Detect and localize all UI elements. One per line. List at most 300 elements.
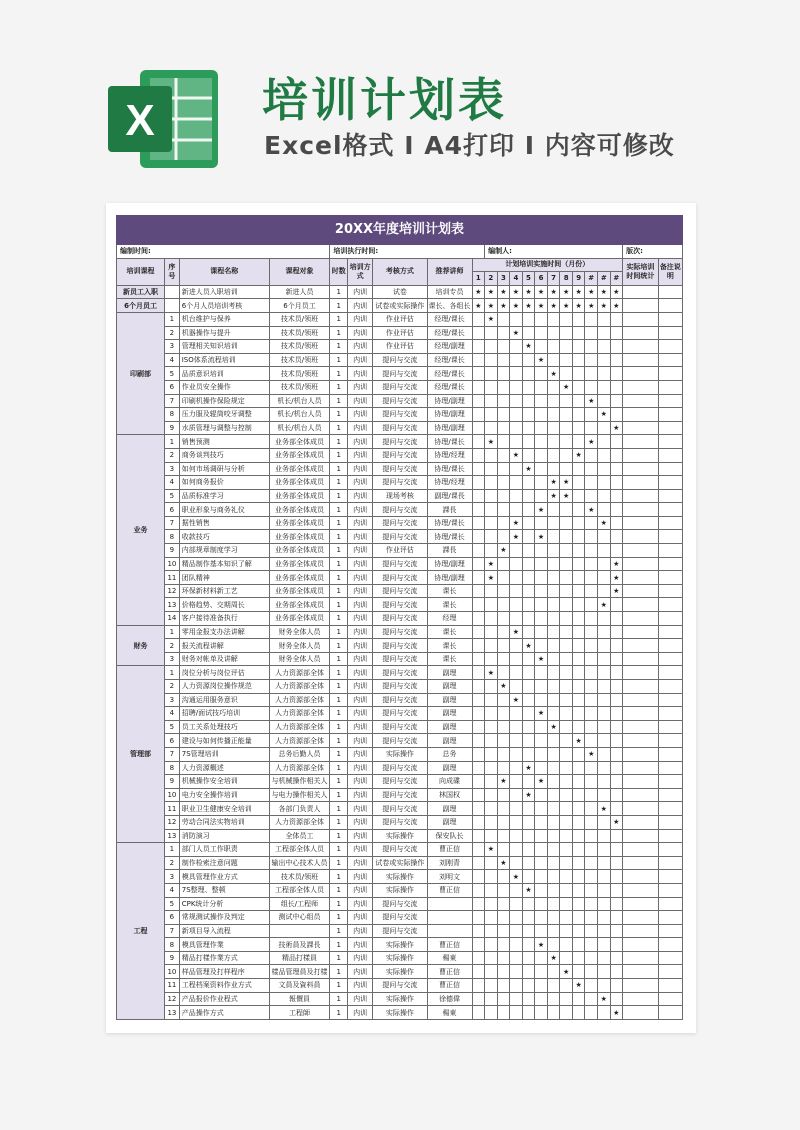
remark-cell bbox=[658, 924, 682, 938]
month-cell bbox=[585, 448, 598, 462]
month-cell bbox=[510, 408, 523, 422]
month-cell: ★ bbox=[610, 1006, 623, 1020]
month-cell: ★ bbox=[560, 965, 573, 979]
month-cell bbox=[472, 625, 485, 639]
month-cell bbox=[510, 557, 523, 571]
month-cell bbox=[485, 367, 498, 381]
month-cell bbox=[547, 435, 560, 449]
month-cell bbox=[485, 489, 498, 503]
table-row bbox=[117, 448, 683, 462]
trainer-cell: 经理/课长 bbox=[427, 312, 472, 326]
table-row bbox=[117, 680, 683, 694]
actual-cell bbox=[623, 707, 659, 721]
actual-cell bbox=[623, 843, 659, 857]
remark-cell bbox=[658, 992, 682, 1006]
remark-cell bbox=[658, 612, 682, 626]
month-cell bbox=[572, 815, 585, 829]
target-cell: 全体员工 bbox=[269, 829, 330, 843]
month-cell bbox=[485, 829, 498, 843]
hours-cell: 1 bbox=[330, 911, 348, 925]
month-cell bbox=[560, 734, 573, 748]
method-cell: 内训 bbox=[348, 761, 373, 775]
seq-cell: 5 bbox=[165, 720, 180, 734]
month-cell: ★ bbox=[610, 571, 623, 585]
actual-cell bbox=[623, 489, 659, 503]
seq-cell: 9 bbox=[165, 951, 180, 965]
exam-cell: 实际操作 bbox=[373, 747, 427, 761]
month-cell bbox=[585, 720, 598, 734]
target-cell: 财务全体人员 bbox=[269, 625, 330, 639]
exam-cell: 提问与交流 bbox=[373, 761, 427, 775]
month-cell bbox=[510, 747, 523, 761]
actual-cell bbox=[623, 394, 659, 408]
actual-cell bbox=[623, 1006, 659, 1020]
hours-cell: 1 bbox=[330, 326, 348, 340]
month-cell bbox=[472, 516, 485, 530]
exam-cell: 提问与交流 bbox=[373, 462, 427, 476]
method-cell: 内训 bbox=[348, 775, 373, 789]
exec-time-label: 培训执行时间: bbox=[330, 245, 485, 259]
svg-text:X: X bbox=[125, 96, 155, 145]
actual-cell bbox=[623, 421, 659, 435]
month-cell bbox=[598, 911, 611, 925]
month-cell bbox=[598, 312, 611, 326]
hours-cell: 1 bbox=[330, 612, 348, 626]
actual-cell bbox=[623, 612, 659, 626]
month-cell bbox=[585, 965, 598, 979]
remark-cell bbox=[658, 285, 682, 299]
month-cell bbox=[598, 965, 611, 979]
month-cell bbox=[535, 951, 548, 965]
month-cell: ★ bbox=[497, 285, 510, 299]
month-cell bbox=[560, 353, 573, 367]
actual-cell bbox=[623, 476, 659, 490]
month-cell bbox=[510, 598, 523, 612]
trainer-cell: 经理 bbox=[427, 612, 472, 626]
actual-cell bbox=[623, 367, 659, 381]
trainer-cell: 课长 bbox=[427, 625, 472, 639]
seq-cell: 3 bbox=[165, 462, 180, 476]
col-remark: 备注说明 bbox=[658, 258, 682, 285]
method-cell: 内训 bbox=[348, 516, 373, 530]
course-name-cell: 内部规章制度学习 bbox=[179, 544, 269, 558]
month-cell bbox=[610, 843, 623, 857]
seq-cell: 12 bbox=[165, 584, 180, 598]
course-name-cell: 压力服及辊筒咬牙调整 bbox=[179, 408, 269, 422]
month-cell bbox=[535, 734, 548, 748]
table-row bbox=[117, 489, 683, 503]
category-cell: 工程 bbox=[117, 843, 165, 1020]
course-name-cell: 劳动合同法实物培训 bbox=[179, 815, 269, 829]
table-row bbox=[117, 421, 683, 435]
actual-cell bbox=[623, 516, 659, 530]
trainer-cell: 課長 bbox=[427, 503, 472, 517]
month-cell: ★ bbox=[522, 788, 535, 802]
target-cell: 精品打樣員 bbox=[269, 951, 330, 965]
seq-cell: 11 bbox=[165, 979, 180, 993]
month-cell bbox=[485, 408, 498, 422]
month-cell bbox=[535, 312, 548, 326]
month-cell bbox=[560, 775, 573, 789]
month-cell bbox=[572, 707, 585, 721]
month-cell bbox=[497, 911, 510, 925]
month-cell bbox=[497, 788, 510, 802]
table-row bbox=[117, 503, 683, 517]
target-cell: 技術員及課長 bbox=[269, 938, 330, 952]
month-cell bbox=[472, 598, 485, 612]
month-header-cell: 5 bbox=[522, 272, 535, 286]
month-cell bbox=[535, 680, 548, 694]
month-cell bbox=[572, 951, 585, 965]
trainer-cell bbox=[427, 897, 472, 911]
month-cell bbox=[598, 951, 611, 965]
month-cell bbox=[547, 312, 560, 326]
month-cell bbox=[610, 829, 623, 843]
exam-cell: 提问与交流 bbox=[373, 380, 427, 394]
month-cell bbox=[497, 720, 510, 734]
hours-cell: 1 bbox=[330, 965, 348, 979]
month-cell bbox=[560, 870, 573, 884]
month-cell bbox=[485, 856, 498, 870]
table-row bbox=[117, 924, 683, 938]
course-name-cell: 模具管理作業 bbox=[179, 938, 269, 952]
month-cell bbox=[497, 639, 510, 653]
month-cell bbox=[472, 680, 485, 694]
exam-cell: 提问与交流 bbox=[373, 680, 427, 694]
month-cell: ★ bbox=[510, 516, 523, 530]
target-cell: 技术员/领班 bbox=[269, 340, 330, 354]
month-cell bbox=[535, 367, 548, 381]
month-cell bbox=[510, 476, 523, 490]
trainer-cell: 课长 bbox=[427, 584, 472, 598]
month-cell bbox=[598, 815, 611, 829]
exam-cell: 提问与交流 bbox=[373, 584, 427, 598]
month-cell bbox=[472, 734, 485, 748]
month-cell bbox=[485, 761, 498, 775]
month-cell bbox=[572, 584, 585, 598]
month-cell bbox=[497, 312, 510, 326]
table-row bbox=[117, 938, 683, 952]
month-cell: ★ bbox=[535, 503, 548, 517]
month-cell bbox=[497, 761, 510, 775]
month-cell bbox=[560, 557, 573, 571]
method-cell: 内训 bbox=[348, 911, 373, 925]
month-cell: ★ bbox=[535, 299, 548, 313]
course-name-cell: 如何商务报价 bbox=[179, 476, 269, 490]
target-cell: 机长/机台人员 bbox=[269, 408, 330, 422]
exam-cell: 提问与交流 bbox=[373, 734, 427, 748]
month-cell bbox=[497, 326, 510, 340]
month-cell bbox=[598, 843, 611, 857]
month-cell bbox=[598, 829, 611, 843]
method-cell: 内训 bbox=[348, 992, 373, 1006]
month-cell bbox=[497, 489, 510, 503]
month-cell bbox=[522, 856, 535, 870]
month-cell bbox=[585, 951, 598, 965]
month-cell bbox=[510, 380, 523, 394]
exam-cell: 作业评估 bbox=[373, 340, 427, 354]
remark-cell bbox=[658, 544, 682, 558]
exam-cell: 提问与交流 bbox=[373, 571, 427, 585]
month-cell bbox=[472, 965, 485, 979]
month-cell: ★ bbox=[510, 299, 523, 313]
month-cell bbox=[572, 843, 585, 857]
month-cell bbox=[572, 503, 585, 517]
month-cell bbox=[510, 843, 523, 857]
remark-cell bbox=[658, 680, 682, 694]
remark-cell bbox=[658, 448, 682, 462]
col-seq: 序号 bbox=[165, 258, 180, 285]
month-cell bbox=[522, 435, 535, 449]
hours-cell: 1 bbox=[330, 625, 348, 639]
table-row bbox=[117, 584, 683, 598]
seq-cell: 12 bbox=[165, 992, 180, 1006]
seq-cell: 2 bbox=[165, 856, 180, 870]
actual-cell bbox=[623, 530, 659, 544]
month-cell bbox=[522, 625, 535, 639]
actual-cell bbox=[623, 462, 659, 476]
course-name-cell: 常规测试操作及判定 bbox=[179, 911, 269, 925]
table-row bbox=[117, 747, 683, 761]
course-name-cell: 报关流程讲解 bbox=[179, 639, 269, 653]
method-cell: 内训 bbox=[348, 815, 373, 829]
course-name-cell: 品质标准学习 bbox=[179, 489, 269, 503]
month-cell bbox=[547, 843, 560, 857]
month-cell bbox=[598, 394, 611, 408]
seq-cell: 5 bbox=[165, 897, 180, 911]
seq-cell: 5 bbox=[165, 367, 180, 381]
remark-cell bbox=[658, 299, 682, 313]
month-cell bbox=[572, 924, 585, 938]
actual-cell bbox=[623, 285, 659, 299]
month-cell bbox=[610, 367, 623, 381]
month-cell bbox=[510, 883, 523, 897]
month-cell bbox=[560, 924, 573, 938]
course-name-cell: 电力安全操作培训 bbox=[179, 788, 269, 802]
remark-cell bbox=[658, 503, 682, 517]
table-row bbox=[117, 326, 683, 340]
course-name-cell: 价格趋势、交期周长 bbox=[179, 598, 269, 612]
month-cell bbox=[497, 883, 510, 897]
month-cell bbox=[485, 448, 498, 462]
trainer-cell: 总务 bbox=[427, 747, 472, 761]
month-cell bbox=[485, 530, 498, 544]
month-cell bbox=[585, 734, 598, 748]
month-cell: ★ bbox=[522, 639, 535, 653]
month-header-cell: # bbox=[598, 272, 611, 286]
remark-cell bbox=[658, 951, 682, 965]
month-cell bbox=[585, 353, 598, 367]
month-cell bbox=[497, 340, 510, 354]
exam-cell: 提问与交流 bbox=[373, 979, 427, 993]
table-row bbox=[117, 734, 683, 748]
month-cell bbox=[522, 938, 535, 952]
month-cell bbox=[585, 897, 598, 911]
remark-cell bbox=[658, 557, 682, 571]
month-cell: ★ bbox=[598, 802, 611, 816]
month-cell bbox=[535, 408, 548, 422]
month-cell bbox=[535, 856, 548, 870]
remark-cell bbox=[658, 530, 682, 544]
table-row bbox=[117, 530, 683, 544]
hours-cell: 1 bbox=[330, 720, 348, 734]
month-cell: ★ bbox=[485, 666, 498, 680]
month-cell bbox=[610, 516, 623, 530]
seq-cell: 1 bbox=[165, 666, 180, 680]
exam-cell: 提问与交流 bbox=[373, 408, 427, 422]
month-cell bbox=[510, 312, 523, 326]
month-cell bbox=[535, 802, 548, 816]
remark-cell bbox=[658, 870, 682, 884]
month-cell bbox=[585, 625, 598, 639]
course-name-cell: 机器操作与提升 bbox=[179, 326, 269, 340]
month-cell bbox=[535, 612, 548, 626]
actual-cell bbox=[623, 380, 659, 394]
month-cell bbox=[472, 992, 485, 1006]
month-cell bbox=[610, 326, 623, 340]
seq-cell: 4 bbox=[165, 476, 180, 490]
col-hours: 时数 bbox=[330, 258, 348, 285]
month-cell bbox=[572, 612, 585, 626]
month-cell: ★ bbox=[585, 503, 598, 517]
target-cell: 业务部全体成员 bbox=[269, 530, 330, 544]
month-cell bbox=[547, 680, 560, 694]
table-row bbox=[117, 951, 683, 965]
month-cell bbox=[497, 353, 510, 367]
month-cell bbox=[485, 639, 498, 653]
month-cell bbox=[497, 380, 510, 394]
actual-cell bbox=[623, 557, 659, 571]
month-cell bbox=[522, 992, 535, 1006]
month-cell: ★ bbox=[560, 476, 573, 490]
month-cell bbox=[522, 408, 535, 422]
hours-cell: 1 bbox=[330, 639, 348, 653]
month-cell bbox=[560, 639, 573, 653]
month-cell bbox=[585, 761, 598, 775]
month-cell bbox=[472, 815, 485, 829]
table-row bbox=[117, 720, 683, 734]
month-cell bbox=[610, 353, 623, 367]
month-cell bbox=[560, 421, 573, 435]
month-cell bbox=[510, 720, 523, 734]
seq-cell: 4 bbox=[165, 353, 180, 367]
month-cell bbox=[497, 571, 510, 585]
exam-cell: 提问与交流 bbox=[373, 353, 427, 367]
month-cell bbox=[585, 380, 598, 394]
remark-cell bbox=[658, 421, 682, 435]
trainer-cell: 协理/副理 bbox=[427, 571, 472, 585]
actual-cell bbox=[623, 829, 659, 843]
month-cell: ★ bbox=[535, 707, 548, 721]
actual-cell bbox=[623, 435, 659, 449]
trainer-cell: 副理 bbox=[427, 680, 472, 694]
remark-cell bbox=[658, 516, 682, 530]
month-cell: ★ bbox=[547, 285, 560, 299]
month-cell bbox=[547, 856, 560, 870]
month-cell bbox=[560, 761, 573, 775]
month-cell bbox=[598, 421, 611, 435]
month-cell bbox=[535, 435, 548, 449]
month-cell bbox=[547, 652, 560, 666]
method-cell: 内训 bbox=[348, 462, 373, 476]
month-cell bbox=[598, 666, 611, 680]
month-cell bbox=[560, 516, 573, 530]
trainer-cell: 副理 bbox=[427, 720, 472, 734]
month-cell bbox=[472, 312, 485, 326]
month-cell bbox=[535, 462, 548, 476]
month-cell bbox=[535, 557, 548, 571]
remark-cell bbox=[658, 367, 682, 381]
month-cell: ★ bbox=[585, 299, 598, 313]
month-cell bbox=[610, 680, 623, 694]
hours-cell: 1 bbox=[330, 571, 348, 585]
month-cell bbox=[598, 979, 611, 993]
table-row bbox=[117, 843, 683, 857]
month-cell bbox=[598, 625, 611, 639]
month-cell bbox=[510, 503, 523, 517]
course-name-cell: ISO体系流程培训 bbox=[179, 353, 269, 367]
table-row bbox=[117, 598, 683, 612]
month-cell bbox=[510, 734, 523, 748]
month-cell: ★ bbox=[610, 421, 623, 435]
actual-cell bbox=[623, 965, 659, 979]
month-cell bbox=[585, 666, 598, 680]
month-cell bbox=[572, 829, 585, 843]
month-cell bbox=[560, 503, 573, 517]
month-cell bbox=[547, 408, 560, 422]
month-cell bbox=[497, 516, 510, 530]
seq-cell: 13 bbox=[165, 598, 180, 612]
month-cell: ★ bbox=[560, 489, 573, 503]
month-cell: ★ bbox=[560, 380, 573, 394]
month-cell bbox=[547, 707, 560, 721]
target-cell: 业务部全体成员 bbox=[269, 462, 330, 476]
month-cell bbox=[510, 992, 523, 1006]
actual-cell bbox=[623, 720, 659, 734]
month-cell bbox=[572, 1006, 585, 1020]
month-cell: ★ bbox=[535, 775, 548, 789]
month-cell bbox=[598, 761, 611, 775]
month-cell bbox=[598, 353, 611, 367]
remark-cell bbox=[658, 652, 682, 666]
month-cell bbox=[572, 802, 585, 816]
month-cell bbox=[472, 380, 485, 394]
month-cell bbox=[598, 775, 611, 789]
month-cell bbox=[485, 992, 498, 1006]
month-cell bbox=[585, 856, 598, 870]
month-cell bbox=[598, 584, 611, 598]
hours-cell: 1 bbox=[330, 652, 348, 666]
month-cell bbox=[585, 584, 598, 598]
course-name-cell: 印刷机操作保险规定 bbox=[179, 394, 269, 408]
month-cell bbox=[598, 530, 611, 544]
month-cell bbox=[560, 584, 573, 598]
month-cell bbox=[547, 394, 560, 408]
month-cell bbox=[510, 924, 523, 938]
month-cell bbox=[572, 421, 585, 435]
exam-cell: 试卷或实际操作 bbox=[373, 856, 427, 870]
method-cell: 内训 bbox=[348, 584, 373, 598]
month-cell bbox=[598, 476, 611, 490]
month-cell bbox=[572, 489, 585, 503]
month-cell bbox=[585, 883, 598, 897]
target-cell: 人力资源部全体 bbox=[269, 734, 330, 748]
trainer-cell: 协理/副理 bbox=[427, 394, 472, 408]
month-cell bbox=[497, 584, 510, 598]
month-cell bbox=[585, 544, 598, 558]
table-row bbox=[117, 1006, 683, 1020]
trainer-cell bbox=[427, 924, 472, 938]
